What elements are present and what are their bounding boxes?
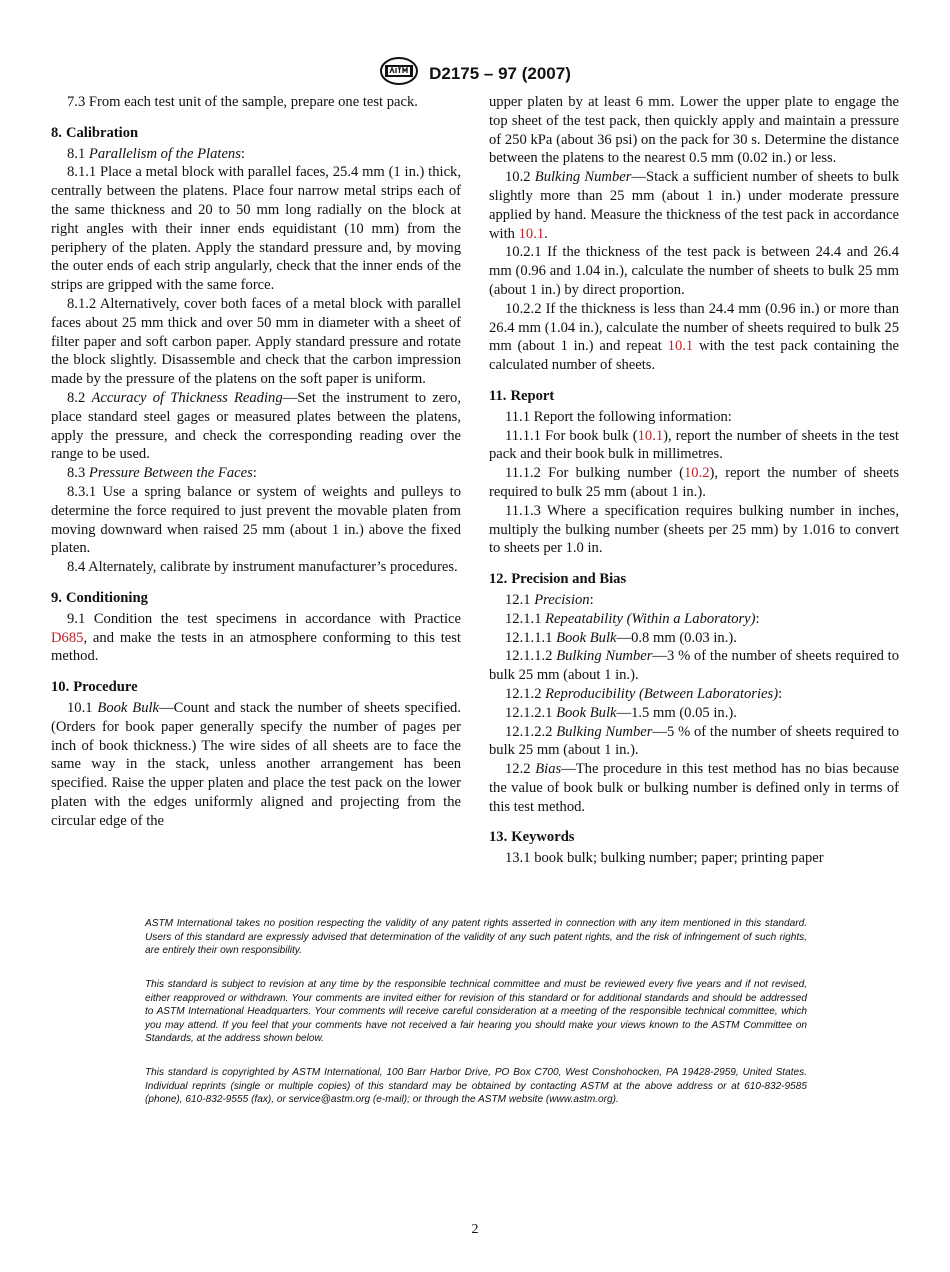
astm-logo [379,56,419,91]
left-column [51,93,461,830]
section-8-heading: 8. Calibration [51,124,139,141]
para-11-1: 11.1 Report the following information: [505,408,732,425]
link-10-1[interactable]: 10.1 [518,225,545,242]
para-8-1-1: 8.1.1 Place a metal block with parallel faces, 25.4 mm (1 in.) thick, centrally between the platens. Place four narrow metal strips each of the same thickness and 20 to 50 mm long radially on the block at right angles with their inner ends equidistant (10 mm) from the periphery of the platen. Apply the standard pressure and, by moving the outer ends of each strip angularly, check that the inner ends of the strips are gripped with the same force. [51,164,461,294]
para-8-3-1: 8.3.1 Use a spring balance or system of weights and pulleys to determine the force required to just prevent the movable platen from moving downward when raised 25 mm (about 1 in.) above the fixed platen. [51,483,461,557]
para-7-3: 7.3 From each test unit of the sample, prepare one test pack. [67,94,418,110]
para-12-1-1: 12.1.1 Repeatability (Within a Laboratory): [505,610,760,627]
link-d685[interactable]: D685 [51,629,84,646]
para-8-3: 8.3 Pressure Between the Faces: [67,465,257,482]
para-8-1-2: 8.1.2 Alternatively, cover both faces of a metal block with parallel faces about 25 mm thick and over 50 mm in diameter with a sheet of filter paper and soft carbon paper. Apply standard pressure and rotate the block slightly. Disassemble and check that the carbon impression made by the pressure of the platens on the soft paper is uniform. [51,295,461,388]
section-13-heading: 13. Keywords [489,829,575,846]
para-11-1-1: 11.1.1 For book bulk (10.1), report the number of sheets in the test pack and their book bulk in millimetres. [489,427,899,463]
para-11-1-2: 11.1.2 For bulking number (10.2), report the number of sheets required to bulk 25 mm (about 1 in.). [489,465,899,500]
footer-copyright-notice: This standard is copyrighted by ASTM International, 100 Barr Harbor Drive, PO Box C700, West Conshohocken, PA 19428-2959, United States. Individual reprints (single or multiple copies) of this standard may be obtained by contacting ASTM at the above address or at 610-832-9585 (phone), 610-832-9555 (fax), or service@astm.org (e-mail); or through the ASTM website (www.astm.org). [145,1067,807,1106]
link-10-1[interactable]: 10.1 [667,338,694,355]
para-10-1-continued: upper platen by at least 6 mm. Lower the upper plate to engage the top sheet of the test pack, then quickly apply and maintain a pressure of 250 kPa (about 36 psi) on the pack for 30 s. Determine the distance between the platens to the nearest 0.5 mm (0.02 in.) or less. [489,94,899,167]
para-8-2: 8.2 Accuracy of Thickness Reading—Set the instrument to zero, place standard steel gages or measured plates between the platens, apply the pressure, and check the corresponding reading over the range to be used. [51,389,461,463]
para-8-4: 8.4 Alternately, calibrate by instrument manufacturer’s procedures. [67,559,458,576]
page-header [0,56,950,91]
para-10-1: 10.1 Book Bulk—Count and stack the number of sheets specified. (Orders for book paper generally specify the number of pages per inch of book thickness.) The wire sides of all sheets are to face the same way in the stack, unless another arrangement has been specified. Raise the upper platen and place the test pack on the lower platen with the edges uniformly aligned and projecting from the circular edge of the [51,699,461,829]
para-9-1: 9.1 Condition the test specimens in accordance with Practice D685, and make the tests in an atmosphere conforming to this test method. [51,610,461,665]
para-13-1: 13.1 book bulk; bulking number; paper; printing paper [505,850,824,867]
para-12-1-2-2: 12.1.2.2 Bulking Number—5 % of the number of sheets required to bulk 25 mm (about 1 in.). [489,723,899,759]
footer-revision-notice: This standard is subject to revision at any time by the responsible technical committee and must be reviewed every five years and if not revised, either reapproved or withdrawn. Your comments are invited either for revision of this standard or for additional standards and should be addressed to ASTM International Headquarters. Your comments will receive careful consideration at a meeting of the responsible technical committee, which you may attend. If you feel that your comments have not received a fair hearing you should make your views known to the ASTM Committee on Standards, at the address shown below. [145,979,807,1045]
para-10-2: 10.2 Bulking Number—Stack a sufficient number of sheets to bulk slightly more than 25 mm (about 1 in.) under moderate pressure applied by hand. Measure the thickness of the test pack in accordance with 10.1. [489,169,899,242]
right-column [489,93,899,868]
para-12-1-1-2: 12.1.1.2 Bulking Number—3 % of the number of sheets required to bulk 25 mm (about 1 in.). [489,648,899,684]
link-10-2[interactable]: 10.2 [683,465,710,482]
section-12-heading: 12. Precision and Bias [489,571,627,588]
para-12-1-2: 12.1.2 Reproducibility (Between Laboratories): [505,685,783,702]
document-code: D2175 – 97 (2007) [429,63,571,83]
para-12-1-1-1: 12.1.1.1 Book Bulk—0.8 mm (0.03 in.). [505,629,737,646]
page-number: 2 [471,1222,479,1237]
para-12-1: 12.1 Precision: [505,591,594,608]
section-11-heading: 11. Report [489,387,555,404]
section-9-heading: 9. Conditioning [51,589,148,606]
para-10-2-1: 10.2.1 If the thickness of the test pack is between 24.4 and 26.4 mm (0.96 and 1.04 in.), calculate the number of sheets to bulk 25 mm (about 1 in.) by direct proportion. [489,244,899,298]
para-12-1-2-1: 12.1.2.1 Book Bulk—1.5 mm (0.05 in.). [505,704,737,721]
link-10-1[interactable]: 10.1 [637,427,664,444]
para-8-1: 8.1 Parallelism of the Platens: [67,145,245,162]
para-11-1-3: 11.1.3 Where a specification requires bulking number in inches, multiply the bulking number (sheets per 25 mm) by 1.016 to convert to sheets per 1.0 in. [489,502,899,557]
footer-patent-notice: ASTM International takes no position respecting the validity of any patent rights asserted in connection with any item mentioned in this standard. Users of this standard are expressly advised that determination of the validity of any such patent rights, and the risk of infringement of such rights, are entirely their own responsibility. [145,918,807,957]
section-10-heading: 10. Procedure [51,679,138,696]
para-12-2: 12.2 Bias—The procedure in this test method has no bias because the value of book bulk or bulking number is defined only in terms of this test method. [489,761,899,815]
para-10-2-2: 10.2.2 If the thickness is less than 24.4 mm (0.96 in.) or more than 26.4 mm (1.04 in.), calculate the number of sheets required to bulk 25 mm (about 1 in.) and repeat 10.1 with the test pack containing the calculated number of sheets. [489,300,899,374]
